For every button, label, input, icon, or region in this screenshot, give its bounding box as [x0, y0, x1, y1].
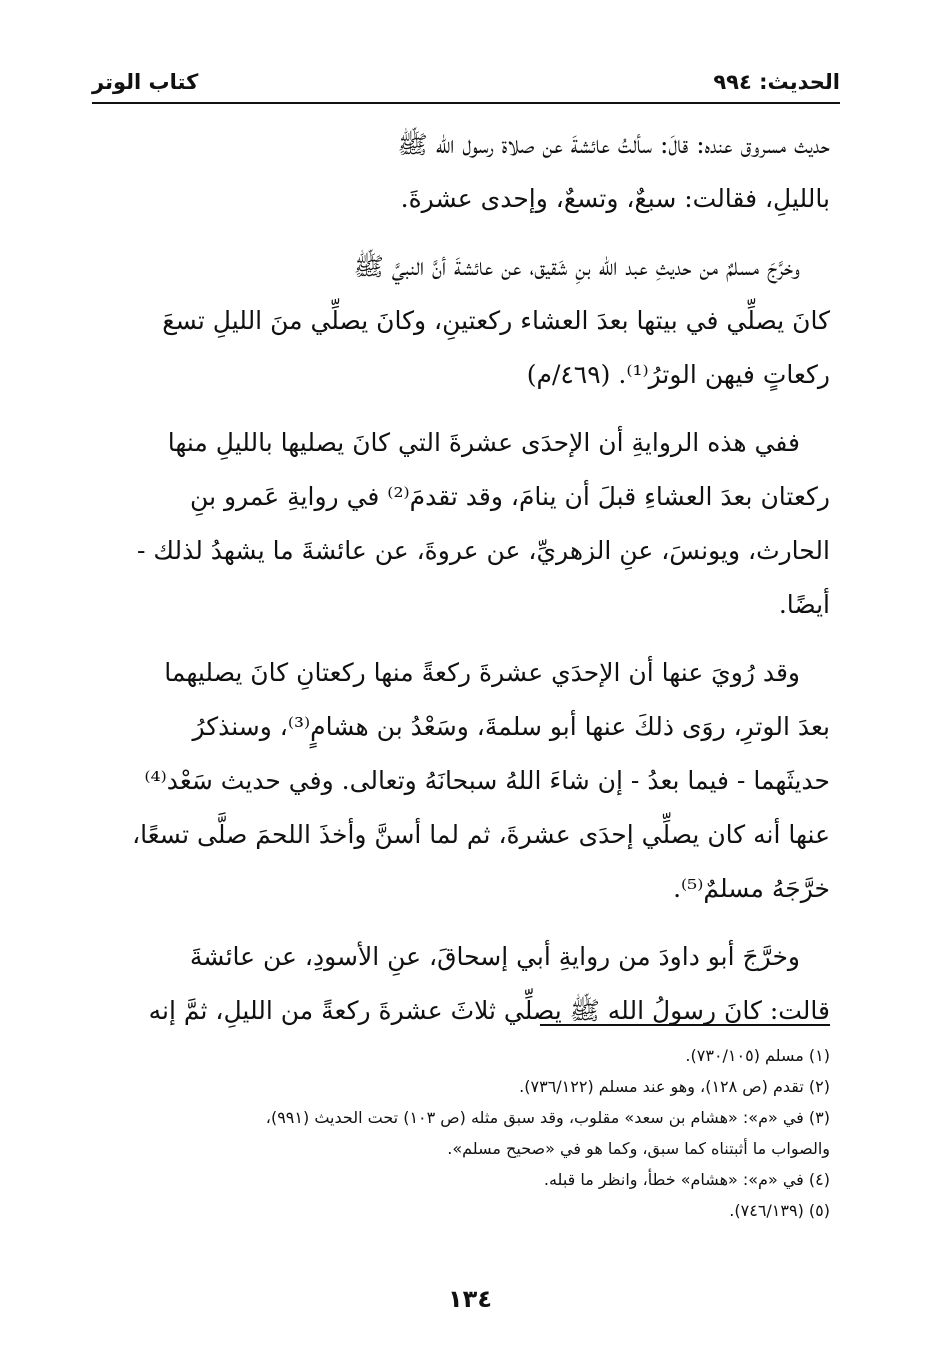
- footnote: (٢) تقدم (ص ١٢٨)، وهو عند مسلم (٧٣٦/١٢٢).: [519, 1077, 830, 1096]
- main-text: [95, 118, 830, 1052]
- footnote: (٤) في «م»: «هشام» خطأ، وانظر ما قبله.: [543, 1170, 830, 1189]
- footnote-divider: [540, 1024, 830, 1026]
- book-title: كتاب الوتر: [92, 70, 199, 94]
- paragraph: وخرَّجَ أبو داودَ من روايةِ أبي إسحاقَ، عنِ الأسودِ، عن عائشةَ قالت: كانَ رسولُ الله ﷺ يصلِّي ثلاثَ عشرةَ ركعةً من الليلِ، ثمَّ إنه: [148, 942, 830, 1025]
- paragraph: وخرَّجَ مسلمٌ من حديثِ عبد الله بنِ شَقيق، عن عائشةَ أنَّ النبيَّ ﷺ كانَ يصلِّي في بيتها بعدَ العشاء ركعتينِ، وكانَ يصلِّي منَ الليلِ تسعَ ركعاتٍ فيهن الوترُ⁽¹⁾. (٤٦٩/م): [162, 252, 830, 389]
- footnotes: [95, 1040, 830, 1226]
- footnote: (٥) (٧٤٦/١٣٩).: [729, 1201, 830, 1220]
- footnote: (٣) في «م»: «هشام بن سعد» مقلوب، وقد سبق مثله (ص ١٠٣) تحت الحديث (٩٩١)، والصواب ما أثبتناه كما سبق، وكما هو في «صحيح مسلم».: [265, 1108, 830, 1158]
- hadith-reference: الحديث: ٩٩٤: [713, 70, 840, 94]
- paragraph: حديث مسروق عنده: قالَ: سألتُ عائشةَ عن صلاة رسول الله ﷺ بالليلِ، فقالت: سبعٌ، وتسعٌ، وإحدى عشرةَ.: [397, 130, 830, 213]
- running-header: [92, 66, 840, 104]
- footnote: (١) مسلم (٧٣٠/١٠٥).: [685, 1046, 830, 1065]
- paragraph: وقد رُويَ عنها أن الإحدَي عشرةَ ركعةً منها ركعتانِ كانَ يصليهما بعدَ الوترِ، روَى ذلكَ عنها أبو سلمةَ، وسَعْدُ بن هشامٍ⁽³⁾، وسنذكرُ حديثَهما - فيما بعدُ - إن شاءَ اللهُ سبحانَهُ وتعالى. وفي حديث سَعْد⁽⁴⁾ عنها أنه كان يصلِّي إحدَى عشرةَ، ثم لما أسنَّ وأخذَ اللحمَ صلَّى تسعًا، خرَّجَهُ مسلمٌ⁽⁵⁾.: [132, 658, 830, 903]
- page-number: ١٣٤: [448, 1285, 492, 1313]
- paragraph: ففي هذه الروايةِ أن الإحدَى عشرةَ التي كانَ يصليها بالليلِ منها ركعتان بعدَ العشاءِ قبلَ أن ينامَ، وقد تقدمَ⁽²⁾ في روايةِ عَمرو بنِ الحارث، ويونسَ، عنِ الزهريِّ، عن عروةَ، عن عائشةَ ما يشهدُ لذلك - أيضًا.: [136, 428, 830, 619]
